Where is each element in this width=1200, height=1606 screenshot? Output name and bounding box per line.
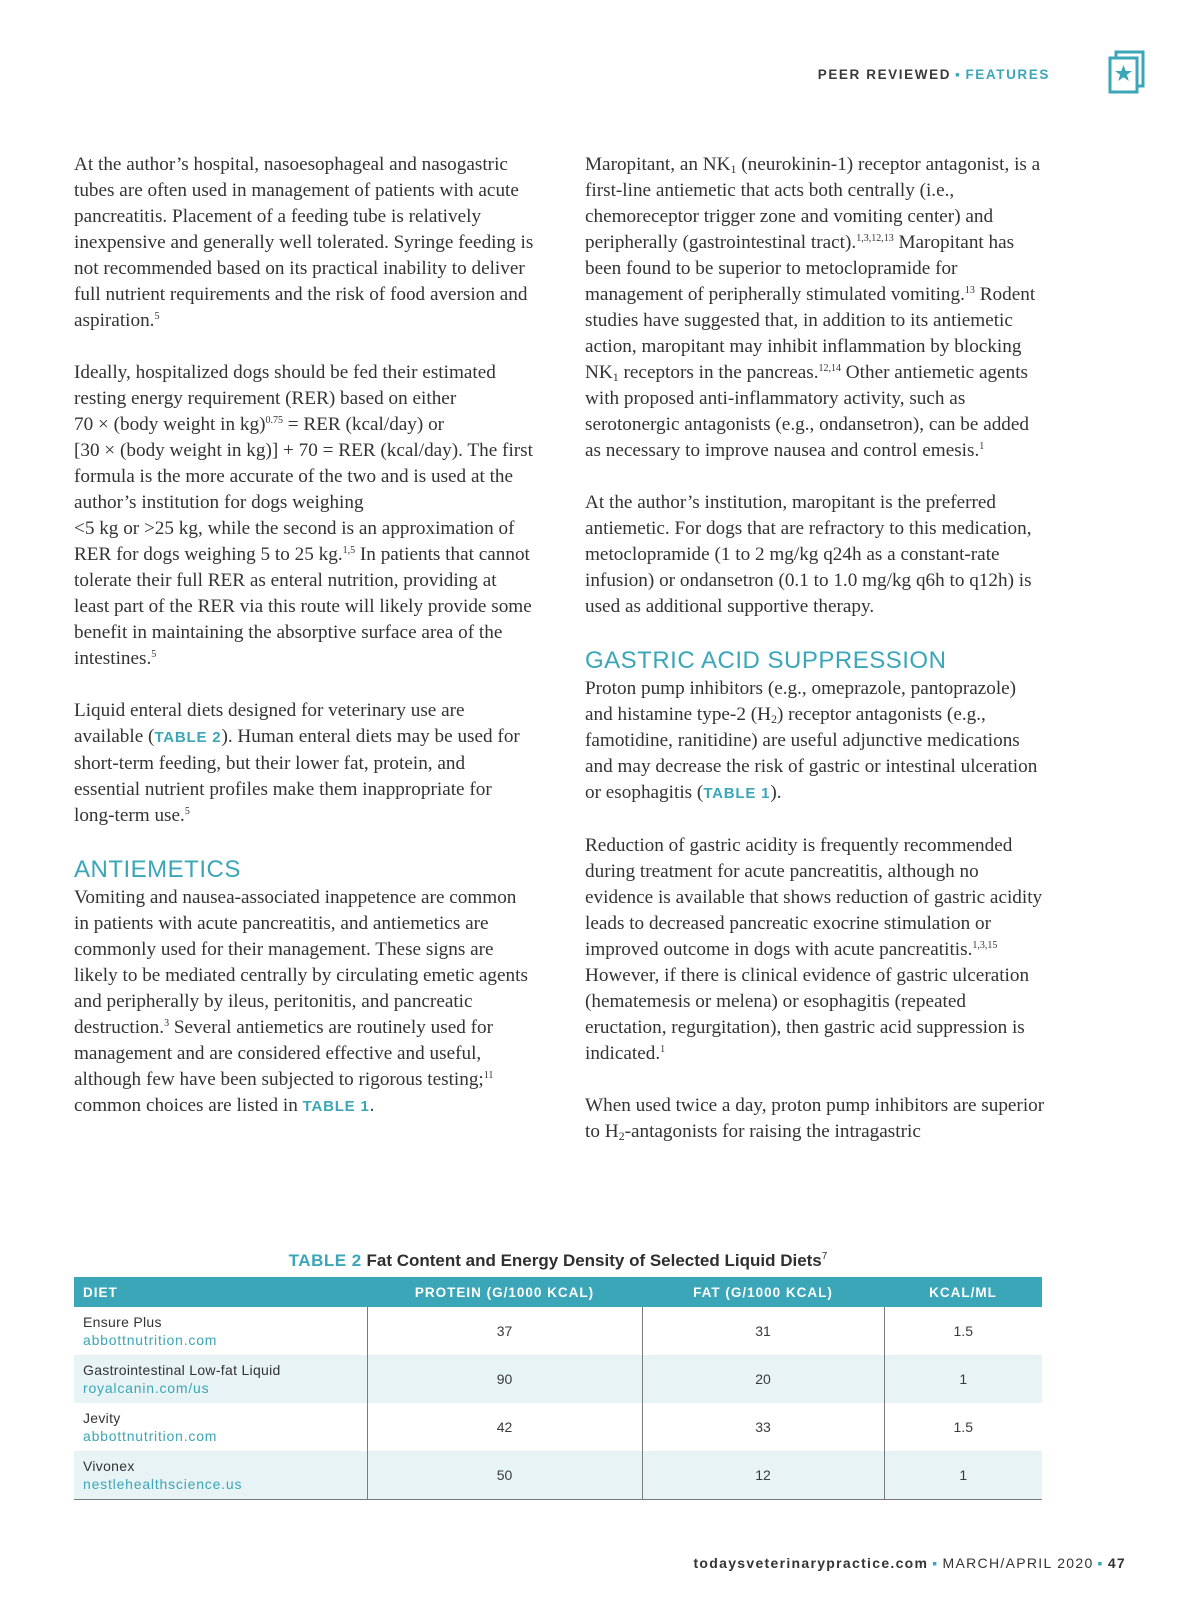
kcal-cell: 1.5 [884,1307,1042,1355]
column-header-diet: DIET [74,1277,367,1307]
diet-url[interactable]: abbottnutrition.com [83,1332,218,1348]
paragraph-preferred-antiemetic: At the author’s institution, maropitant is the preferred antiemetic. For dogs that are refractory to this medication, metoclopramide (1 to 2 mg/kg q24h as a constant-rate infusion) or ondansetron (0.1 to 1.0 mg/kg q6h to q12h) is used as additional supportive therapy. [585,492,1032,617]
book-star-icon [1107,50,1147,94]
gastric-acid-heading: GASTRIC ACID SUPPRESSION [585,647,947,674]
footer-separator: ▪ [932,1555,939,1571]
kcal-cell: 1.5 [884,1403,1042,1451]
table-row [74,1403,1042,1451]
table-2 [74,1251,1042,1500]
diet-name: Gastrointestinal Low-fat Liquid [83,1362,281,1378]
protein-cell: 42 [367,1403,642,1451]
column-header-kcal: KCAL/ML [884,1277,1042,1307]
diet-name: Jevity [83,1410,121,1426]
protein-cell: 50 [367,1451,642,1500]
page-number: 47 [1107,1555,1126,1571]
paragraph-maropitant: Maropitant, an $NK_1$ (neurokinin-1) receptor antagonist, is a first-line antiemetic that acts both centrally (i.e., chemoreceptor trigger zone and vomiting center) and peripherally (gastrointestinal tract).$^{1,3,12,13}$ Maropitant has been found to be superior to metoclopramide for management of peripherally stimulated vomiting.$^{13}$ Rodent studies have suggested that, in addition to its antiemetic action, maropitant may inhibit inflammation by blocking $NK_1$ receptors in the pancreas.$^{12,14}$ Other antiemetic agents with proposed anti-inflammatory activity, such as serotonergic antagonists (e.g., ondansetron), can be added as necessary to improve nausea and control emesis.$^1$ [585,154,1041,461]
fat-cell: 33 [642,1403,884,1451]
fat-cell: 12 [642,1451,884,1500]
table-row [74,1307,1042,1355]
paragraph-feeding-tubes: At the author’s hospital, nasoesophageal and nasogastric tubes are often used in management of patients with acute pancreatitis. Placement of a feeding tube is relatively inexpensive and generally well tolerated. Syringe feeding is not recommended based on its practical inability to deliver full nutrient requirements and the risk of food aversion and aspiration.$^5$ [74,154,534,331]
page-footer [693,1555,1126,1571]
table-header-row [74,1277,1042,1307]
column-header-protein: PROTEIN (G/1000 KCAL) [367,1277,642,1307]
diet-cell [74,1451,367,1500]
right-column [585,152,1047,1145]
antiemetics-heading: ANTIEMETICS [74,856,241,883]
footer-site[interactable]: todaysveterinarypractice.com [693,1555,929,1571]
diet-cell [74,1307,367,1355]
diet-cell [74,1355,367,1403]
paragraph-liquid-diets: Liquid enteral diets designed for veterinary use are available (TABLE 2). Human enteral diets may be used for short-term feeding, but their lower fat, protein, and essential nutrient profiles make them inappropriate for long-term use.$^5$ [74,700,520,826]
paragraph-rer: Ideally, hospitalized dogs should be fed their estimated resting energy requirement (RER) based on either 70 × (body weight in kg)$^{0.75}$ = RER (kcal/day) or [30 × (body weight in kg)] + 70 = RER (kcal/day). The first formula is the more accurate of the two and is used at the author’s institution for dogs weighing <5 kg or >25 kg, while the second is an approximation of RER for dogs weighing 5 to 25 kg.$^{1,5}$ In patients that cannot tolerate their full RER as enteral nutrition, providing at least part of the RER via this route will likely provide some benefit in maintaining the absorptive surface area of the intestines.$^5$ [74,362,533,669]
table-row [74,1355,1042,1403]
table-row [74,1451,1042,1500]
header-section: FEATURES [965,67,1050,82]
liquid-diets-table [74,1277,1042,1500]
table-1-reference[interactable]: TABLE 1 [703,785,771,802]
diet-url[interactable]: abbottnutrition.com [83,1428,218,1444]
protein-cell: 90 [367,1355,642,1403]
left-column [74,152,534,1120]
protein-cell: 37 [367,1307,642,1355]
kcal-cell: 1 [884,1355,1042,1403]
diet-url[interactable]: royalcanin.com/us [83,1380,210,1396]
running-header [818,67,1050,82]
header-separator: ▪ [955,67,962,82]
column-header-fat: FAT (G/1000 KCAL) [642,1277,884,1307]
paragraph-proton-pump: Proton pump inhibitors (e.g., omeprazole, pantoprazole) and histamine type-2 $(H_2)$ receptor antagonists (e.g., famotidine, ranitidine) are useful adjunctive medications and may decrease the risk of gastric or intestinal ulceration or esophagitis (TABLE 1). [585,678,1038,803]
table-2-title: TABLE 2 Fat Content and Energy Density of Selected Liquid Diets$^7$ [288,1251,828,1270]
footer-separator: ▪ [1097,1555,1104,1571]
fat-cell: 31 [642,1307,884,1355]
diet-name: Ensure Plus [83,1314,162,1330]
paragraph-twice-daily: When used twice a day, proton pump inhibitors are superior to $H_2$-antagonists for raising the intragastric [585,1095,1045,1143]
table-2-reference[interactable]: TABLE 2 [154,729,222,746]
header-peer-reviewed: PEER REVIEWED [817,67,952,82]
kcal-cell: 1 [884,1451,1042,1500]
diet-url[interactable]: nestlehealthscience.us [83,1476,243,1492]
diet-cell [74,1403,367,1451]
footer-issue: MARCH/APRIL 2020 [942,1555,1094,1571]
paragraph-antiemetics: Vomiting and nausea-associated inappetence are common in patients with acute pancreatitis, and antiemetics are commonly used for their management. These signs are likely to be mediated centrally by circulating emetic agents and peripherally by ileus, peritonitis, and pancreatic destruction.$^3$ Several antiemetics are routinely used for management and are considered effective and useful, although few have been subjected to rigorous testing;$^{11}$ common choices are listed in TABLE 1. [74,887,528,1116]
fat-cell: 20 [642,1355,884,1403]
table-1-reference[interactable]: TABLE 1 [302,1098,370,1115]
paragraph-gastric-acidity: Reduction of gastric acidity is frequently recommended during treatment for acute pancreatitis, although no evidence is available that shows reduction of gastric acidity leads to decreased pancreatic exocrine stimulation or improved outcome in dogs with acute pancreatitis.$^{1,3,15}$ However, if there is clinical evidence of gastric ulceration (hematemesis or melena) or esophagitis (repeated eructation, regurgitation), then gastric acid suppression is indicated.$^1$ [585,835,1043,1064]
diet-name: Vivonex [83,1458,135,1474]
